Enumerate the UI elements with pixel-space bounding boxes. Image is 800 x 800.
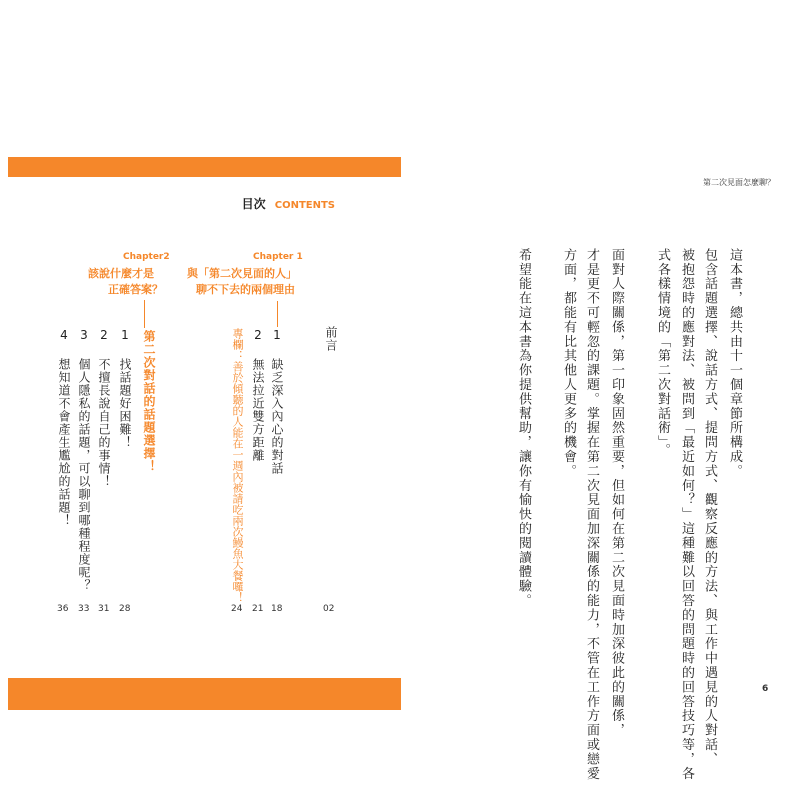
- toc-ch1-column[interactable]: 專欄：善於傾聽的人能在一週內被請吃兩次鰻魚大餐囉！: [231, 328, 244, 603]
- top-orange-band: [8, 157, 401, 177]
- toc-preface-title[interactable]: 前言: [324, 326, 338, 352]
- bottom-orange-band: [8, 678, 401, 710]
- toc-ch2-page-4: 36: [57, 604, 69, 614]
- toc-ch1-page-2: 21: [252, 604, 264, 614]
- body-column-6: 才是更不可輕忽的課題。掌握在第二次見面加深關係的能力，不管在工作方面或戀愛: [584, 248, 599, 781]
- toc-ch2-item-3[interactable]: 3 個人隱私的話題，可以聊到哪種程度呢？: [77, 328, 91, 592]
- chapter2-connector-line: [144, 300, 145, 328]
- body-column-2: 包含話題選擇、說話方式、提問方式、觀察反應的方法、與工作中遇見的人對話、: [702, 248, 717, 767]
- page-number: 6: [762, 684, 769, 694]
- body-column-3: 被抱怨時的應對法、被問到「最近如何？」這種難以回答的問題時的回答技巧等，各: [679, 248, 694, 781]
- chapter2-label: Chapter2: [123, 252, 170, 262]
- toc-preface-page: 02: [323, 604, 335, 614]
- chapter2-title-line1: 該說什麼才是: [88, 267, 154, 280]
- toc-ch2-item-2[interactable]: 2 不擅長說自己的事情！: [97, 328, 111, 488]
- toc-ch1-page-1: 18: [271, 604, 283, 614]
- toc-heading-en: CONTENTS: [274, 200, 335, 211]
- toc-ch2-item-1[interactable]: 1 找話題好困難！: [118, 328, 132, 449]
- toc-ch2-page-3: 33: [78, 604, 90, 614]
- toc-ch1-item-1[interactable]: 1 缺乏深入內心的對話: [270, 328, 284, 475]
- right-page: [400, 0, 800, 800]
- chapter1-connector-line: [277, 301, 278, 327]
- chapter1-label: Chapter 1: [253, 252, 303, 262]
- body-column-7: 方面，都能有比其他人更多的機會。: [561, 248, 576, 479]
- toc-ch2-item-4[interactable]: 4 想知道不會產生尷尬的話題！: [57, 328, 71, 527]
- body-column-5: 面對人際關係，第一印象固然重要，但如何在第二次見面時加深彼此的關係，: [609, 248, 624, 738]
- body-column-8: 希望能在這本書為你提供幫助，讓你有愉快的閱讀體驗。: [516, 248, 531, 608]
- toc-heading-zh: 目次: [241, 197, 266, 211]
- body-column-4: 式各樣情境的「第二次對話術」。: [655, 248, 670, 458]
- toc-ch1-page-3: 24: [231, 604, 243, 614]
- toc-heading: [242, 193, 335, 212]
- body-column-1: 這本書，總共由十一個章節所構成。: [727, 248, 742, 479]
- chapter1-title-line1: 與「第二次見面的人」: [187, 267, 297, 280]
- toc-ch2-page-2: 31: [98, 604, 110, 614]
- running-header: 第二次見面怎麼聊？: [703, 178, 775, 187]
- chapter1-title-line2: 聊不下去的兩個理由: [196, 283, 295, 296]
- toc-ch2-page-1: 28: [119, 604, 131, 614]
- chapter2-title-line2: 正確答案？: [108, 283, 163, 296]
- chapter2-section-title: 第二次對話的話題選擇！: [142, 330, 156, 473]
- toc-ch1-item-2[interactable]: 2 無法拉近雙方距離: [251, 328, 265, 462]
